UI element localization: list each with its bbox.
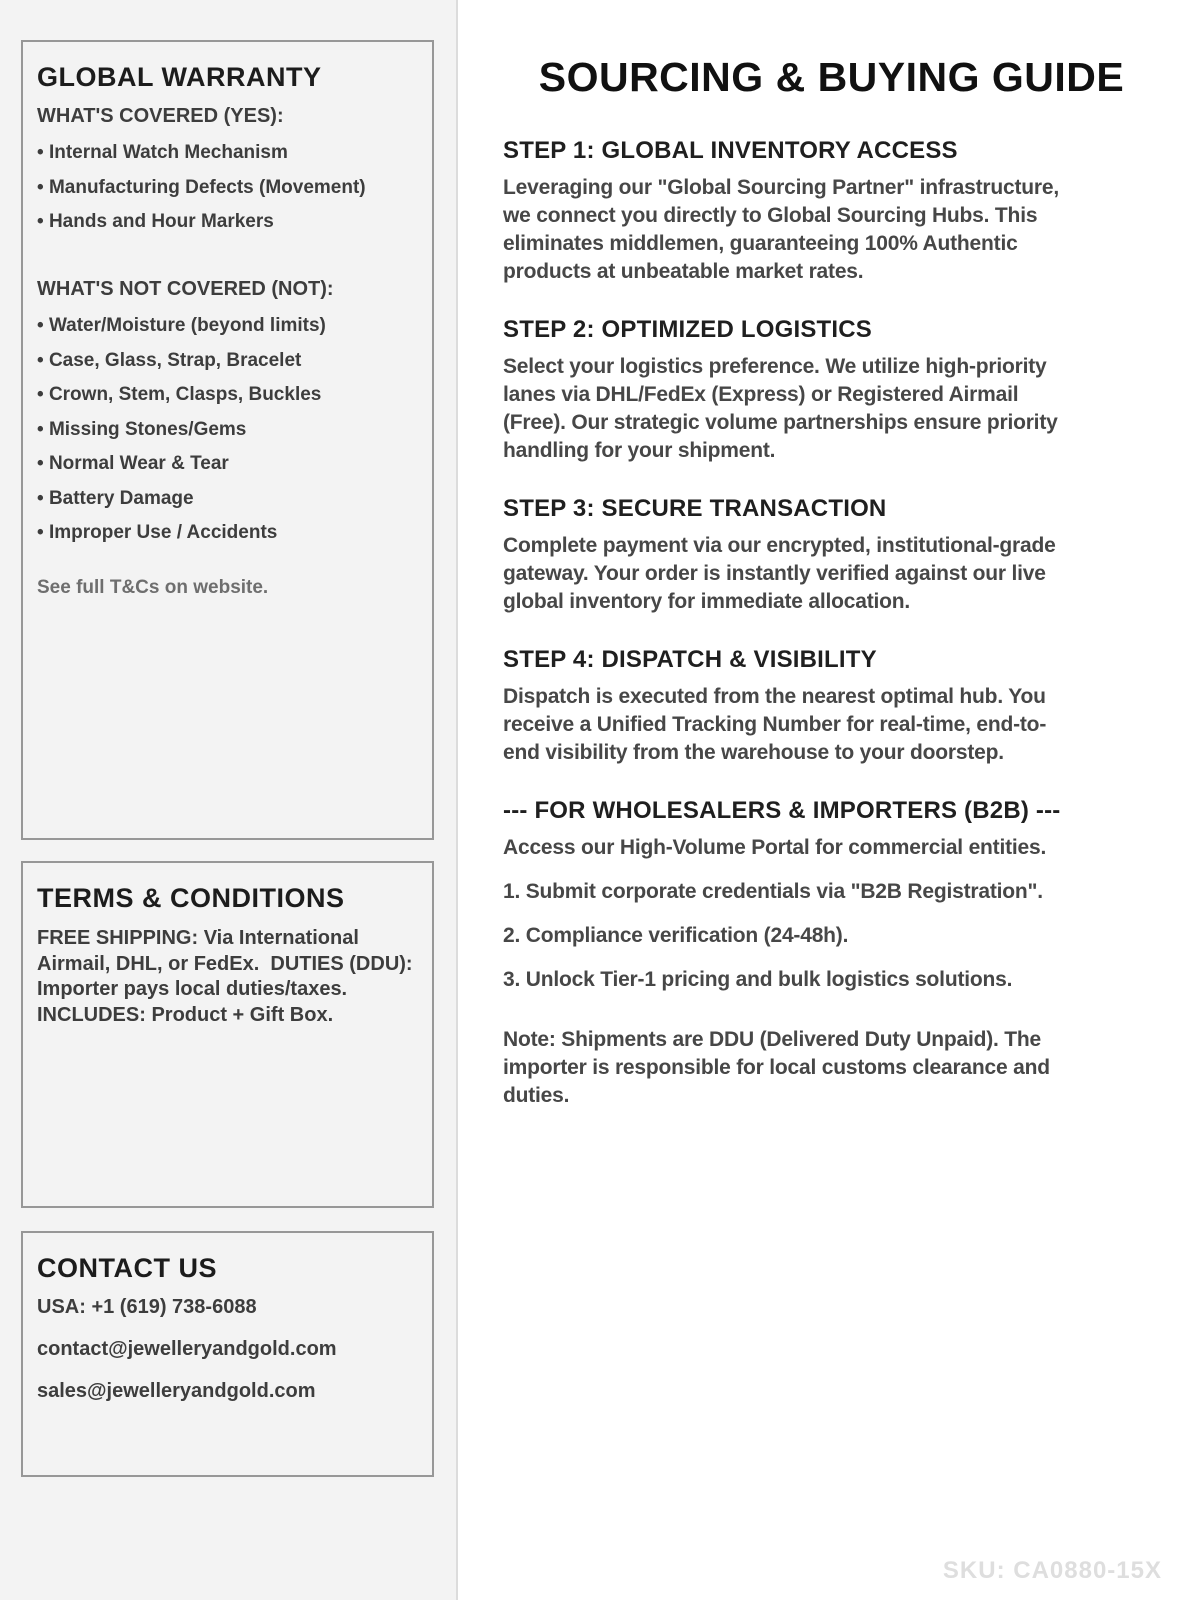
step-4-heading: STEP 4: DISPATCH & VISIBILITY [503, 646, 877, 673]
not-covered-item: • Crown, Stem, Clasps, Buckles [37, 384, 418, 405]
b2b-section [503, 797, 1160, 1110]
sku-label: SKU: CA0880-15X [942, 1557, 1162, 1584]
not-covered-item: • Normal Wear & Tear [37, 453, 418, 474]
step-1-section [503, 137, 1160, 286]
terms-title: TERMS & CONDITIONS [37, 883, 345, 913]
b2b-step-3: 3. Unlock Tier-1 pricing and bulk logistics solutions. [503, 968, 1013, 991]
step-1-body: Leveraging our "Global Sourcing Partner" infrastructure, we connect you directly to Global Sourcing Hubs. This eliminates middlemen, guaranteeing 100% Authentic products at unbeatable market rates. [503, 176, 1059, 283]
step-3-section [503, 495, 1160, 616]
step-1-heading: STEP 1: GLOBAL INVENTORY ACCESS [503, 137, 958, 164]
global-warranty-box [21, 40, 434, 840]
b2b-step-1: 1. Submit corporate credentials via "B2B Registration". [503, 880, 1043, 903]
covered-item: • Internal Watch Mechanism [37, 142, 418, 163]
covered-item: • Hands and Hour Markers [37, 211, 418, 232]
page-title: SOURCING & BUYING GUIDE [538, 54, 1125, 100]
not-covered-item: • Missing Stones/Gems [37, 419, 418, 440]
not-covered-item: • Case, Glass, Strap, Bracelet [37, 350, 418, 371]
step-4-body: Dispatch is executed from the nearest optimal hub. You receive a Unified Tracking Number for real-time, end-to-end visibility from the warehouse to your doorstep. [503, 685, 1047, 764]
covered-title: WHAT'S COVERED (YES): [37, 105, 284, 127]
contact-us-box [21, 1231, 434, 1477]
buying-guide-main [458, 0, 1200, 1600]
step-2-section [503, 316, 1160, 465]
contact-sales-email: sales@jewelleryandgold.com [37, 1380, 316, 1402]
step-2-heading: STEP 2: OPTIMIZED LOGISTICS [503, 316, 872, 343]
terms-conditions-box [21, 861, 434, 1208]
terms-body: FREE SHIPPING: Via International Airmail, DHL, or FedEx. DUTIES (DDU): Importer pays local duties/taxes. INCLUDES: Product + Gift Box. [37, 927, 419, 1026]
step-4-section [503, 646, 1160, 767]
not-covered-title: WHAT'S NOT COVERED (NOT): [37, 278, 334, 300]
b2b-note: Note: Shipments are DDU (Delivered Duty Unpaid). The importer is responsible for local customs clearance and duties. [503, 1028, 1050, 1107]
step-2-body: Select your logistics preference. We utilize high-priority lanes via DHL/FedEx (Express) or Registered Airmail (Free). Our strategic volume partnerships ensure priority handling for your shipment. [503, 355, 1058, 462]
covered-list [37, 142, 418, 232]
not-covered-list [37, 315, 418, 543]
info-sidebar [0, 0, 458, 1600]
step-3-heading: STEP 3: SECURE TRANSACTION [503, 495, 887, 522]
warranty-footnote: See full T&Cs on website. [37, 577, 269, 598]
b2b-step-2: 2. Compliance verification (24-48h). [503, 924, 849, 947]
contact-email: contact@jewelleryandgold.com [37, 1338, 337, 1360]
contact-phone: USA: +1 (619) 738-6088 [37, 1296, 257, 1318]
not-covered-item: • Battery Damage [37, 488, 418, 509]
b2b-heading: --- FOR WHOLESALERS & IMPORTERS (B2B) --- [503, 797, 1061, 824]
not-covered-item: • Water/Moisture (beyond limits) [37, 315, 418, 336]
warranty-title: GLOBAL WARRANTY [37, 62, 322, 92]
step-3-body: Complete payment via our encrypted, institutional-grade gateway. Your order is instantly verified against our live global inventory for immediate allocation. [503, 534, 1056, 613]
contact-title: CONTACT US [37, 1253, 217, 1283]
not-covered-item: • Improper Use / Accidents [37, 522, 418, 543]
covered-item: • Manufacturing Defects (Movement) [37, 177, 418, 198]
b2b-intro: Access our High-Volume Portal for commercial entities. [503, 836, 1047, 859]
